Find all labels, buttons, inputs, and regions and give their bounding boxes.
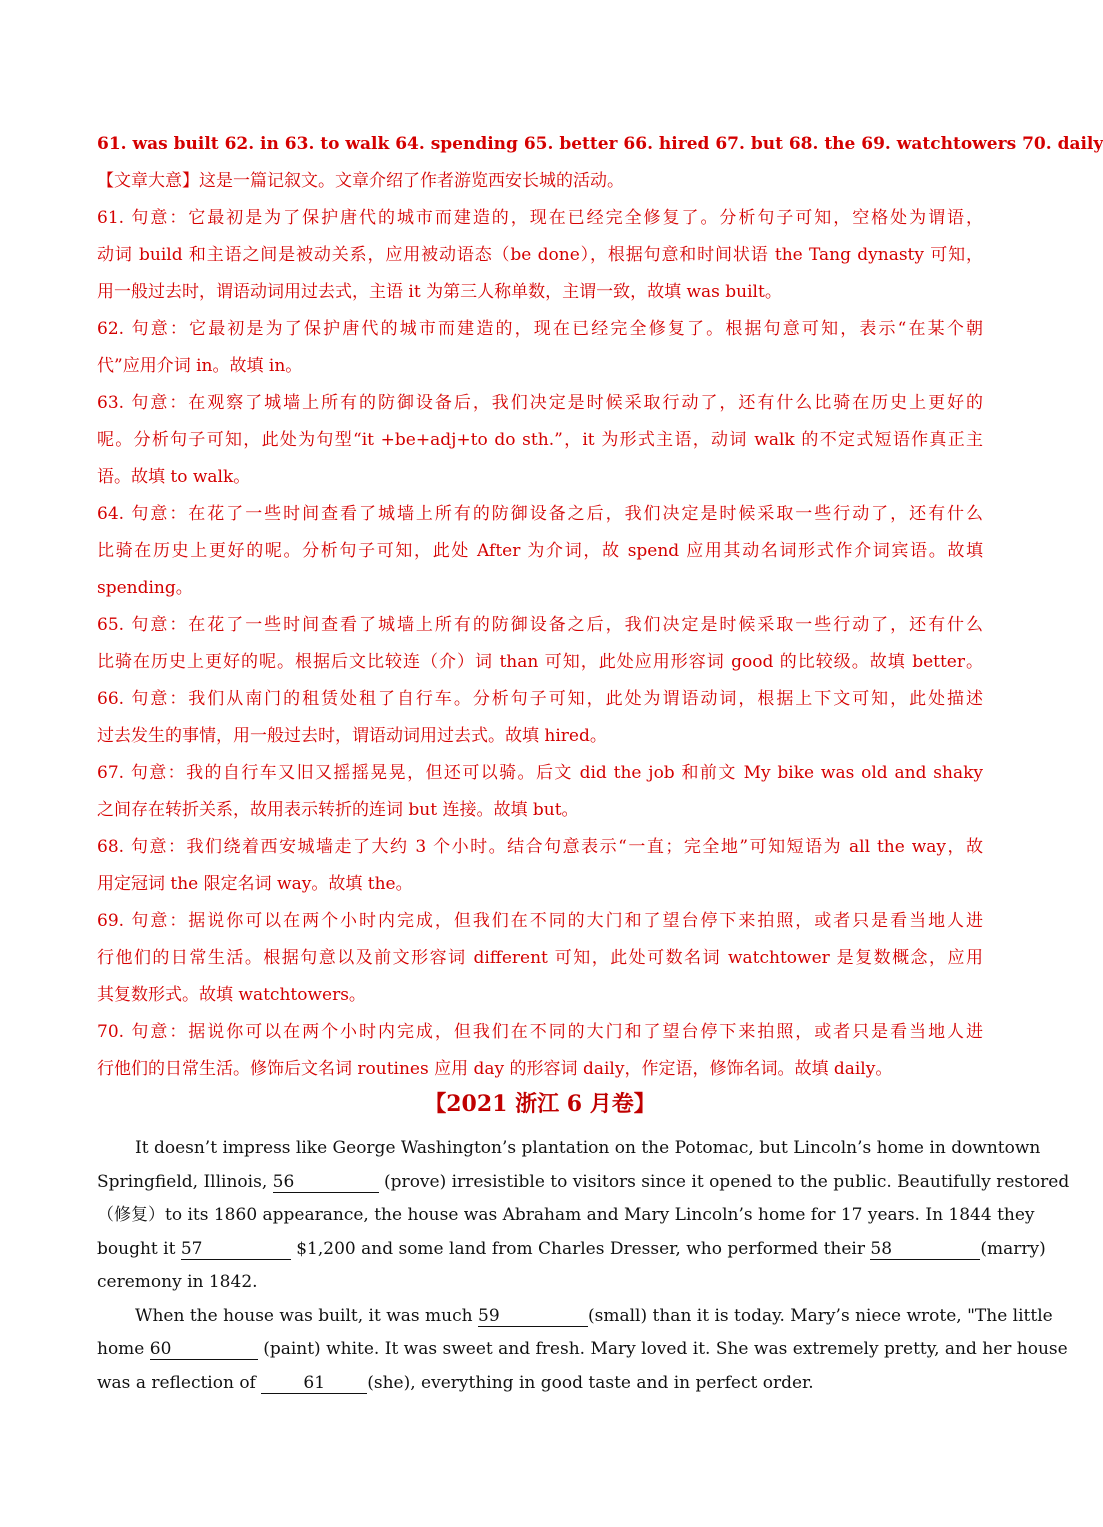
- explanation-line: 65. 句意：在花了一些时间查看了城墙上所有的防御设备之后，我们决定是时候采取一些行动了，还有什么: [97, 615, 983, 635]
- passage-text: home: [97, 1339, 145, 1359]
- explanation-line: 用定冠词 the 限定名词 way。故填 the。: [97, 874, 413, 894]
- blank-57[interactable]: 57: [181, 1239, 291, 1260]
- answer-key: 61. was built 62. in 63. to walk 64. spending 65. better 66. hired 67. but 68. the 69. watchtowers 70. daily: [97, 134, 1103, 154]
- explanation-line: 之间存在转折关系，故用表示转折的连词 but 连接。故填 but。: [97, 800, 579, 820]
- passage-text: When the house was built, it was much: [135, 1305, 473, 1326]
- explanation-line: 62. 句意：它最初是为了保护唐代的城市而建造的，现在已经完全修复了。根据句意可知，表示“在某个朝: [97, 319, 983, 339]
- passage-text: (small) than it is today. Mary’s niece wrote, "The little: [588, 1305, 1053, 1326]
- passage-line: [97, 1333, 1068, 1367]
- passage-text: $1,200 and some land from Charles Dresser, who performed their: [296, 1238, 865, 1259]
- explanation-line: 行他们的日常生活。根据句意以及前文形容词 different 可知，此处可数名词 watchtower 是复数概念，应用: [97, 948, 983, 968]
- explanation-line: 63. 句意：在观察了城墙上所有的防御设备后，我们决定是时候采取行动了，还有什么比骑在历史上更好的: [97, 393, 983, 413]
- passage-line: [97, 1300, 1053, 1334]
- passage-text: （修复）to its 1860 appearance, the house was Abraham and Mary Lincoln’s home for 17 years. In 1844 they: [97, 1205, 1035, 1225]
- passage-line: [97, 1199, 1035, 1233]
- explanation-line: 67. 句意：我的自行车又旧又摇摇晃晃，但还可以骑。后文 did the job 和前文 My bike was old and shaky: [97, 763, 983, 783]
- blank-59[interactable]: 59: [478, 1306, 588, 1327]
- answer-explanations: [97, 126, 1103, 1088]
- blank-61[interactable]: 61: [261, 1373, 367, 1394]
- passage-text: It doesn’t impress like George Washington’s plantation on the Potomac, but Lincoln’s home in downtown: [135, 1138, 1041, 1158]
- section-title: 【2021 浙江 6 月卷】: [424, 1091, 656, 1117]
- explanation-line: spending。: [97, 578, 193, 598]
- blank-58[interactable]: 58: [870, 1239, 980, 1260]
- passage-text: (she), everything in good taste and in perfect order.: [367, 1372, 814, 1393]
- explanation-line: 70. 句意：据说你可以在两个小时内完成，但我们在不同的大门和了望台停下来拍照，或者只是看当地人进: [97, 1022, 983, 1042]
- explanation-line: 代”应用介词 in。故填 in。: [97, 356, 303, 376]
- explanation-line: 69. 句意：据说你可以在两个小时内完成，但我们在不同的大门和了望台停下来拍照，或者只是看当地人进: [97, 911, 983, 931]
- passage-text: (marry): [980, 1238, 1046, 1259]
- explanation-line: 过去发生的事情，用一般过去时，谓语动词用过去式。故填 hired。: [97, 726, 607, 746]
- explanation-line: 动词 build 和主语之间是被动关系，应用被动语态（be done），根据句意和时间状语 the Tang dynasty 可知，: [97, 245, 983, 265]
- explanation-line: 呢。分析句子可知，此处为句型“it +be+adj+to do sth.”，it 为形式主语，动词 walk 的不定式短语作真正主: [97, 430, 983, 450]
- cloze-passage: [97, 1132, 1070, 1400]
- explanation-line: 比骑在历史上更好的呢。分析句子可知，此处 After 为介词，故 spend 应用其动名词形式作介词宾语。故填: [97, 541, 983, 561]
- passage-line: [97, 1166, 1070, 1200]
- passage-text: bought it: [97, 1238, 176, 1259]
- explanation-line: 比骑在历史上更好的呢。根据后文比较连（介）词 than 可知，此处应用形容词 good 的比较级。故填 better。: [97, 652, 983, 672]
- explanation-line: 64. 句意：在花了一些时间查看了城墙上所有的防御设备之后，我们决定是时候采取一些行动了，还有什么: [97, 504, 983, 524]
- explanation-line: 行他们的日常生活。修饰后文名词 routines 应用 day 的形容词 daily，作定语，修饰名词。故填 daily。: [97, 1059, 893, 1079]
- passage-line: [97, 1266, 983, 1300]
- explanation-line: 68. 句意：我们绕着西安城墙走了大约 3 个小时。结合句意表示“一直；完全地”可知短语为 all the way，故: [97, 837, 983, 857]
- passage-text: (prove) irresistible to visitors since it opened to the public. Beautifully restored: [384, 1171, 1070, 1192]
- explanation-line: 61. 句意：它最初是为了保护唐代的城市而建造的，现在已经完全修复了。分析句子可知，空格处为谓语，: [97, 208, 983, 228]
- passage-text: Springfield, Illinois,: [97, 1171, 268, 1192]
- blank-60[interactable]: 60: [150, 1339, 258, 1360]
- blank-56[interactable]: 56: [273, 1172, 379, 1193]
- explanation-line: 用一般过去时，谓语动词用过去式，主语 it 为第三人称单数，主谓一致，故填 was built。: [97, 282, 782, 302]
- summary-line: 【文章大意】这是一篇记叙文。文章介绍了作者游览西安长城的活动。: [97, 171, 624, 191]
- passage-text: was a reflection of: [97, 1372, 256, 1393]
- explanation-line: 其复数形式。故填 watchtowers。: [97, 985, 366, 1005]
- passage-line: [97, 1367, 983, 1401]
- explanation-line: 语。故填 to walk。: [97, 467, 251, 487]
- passage-line: [97, 1132, 1041, 1166]
- passage-line: [97, 1233, 1046, 1267]
- passage-text: ceremony in 1842.: [97, 1272, 258, 1292]
- passage-text: (paint) white. It was sweet and fresh. Mary loved it. She was extremely pretty, and her house: [263, 1339, 1068, 1359]
- explanation-line: 66. 句意：我们从南门的租赁处租了自行车。分析句子可知，此处为谓语动词，根据上下文可知，此处描述: [97, 689, 983, 709]
